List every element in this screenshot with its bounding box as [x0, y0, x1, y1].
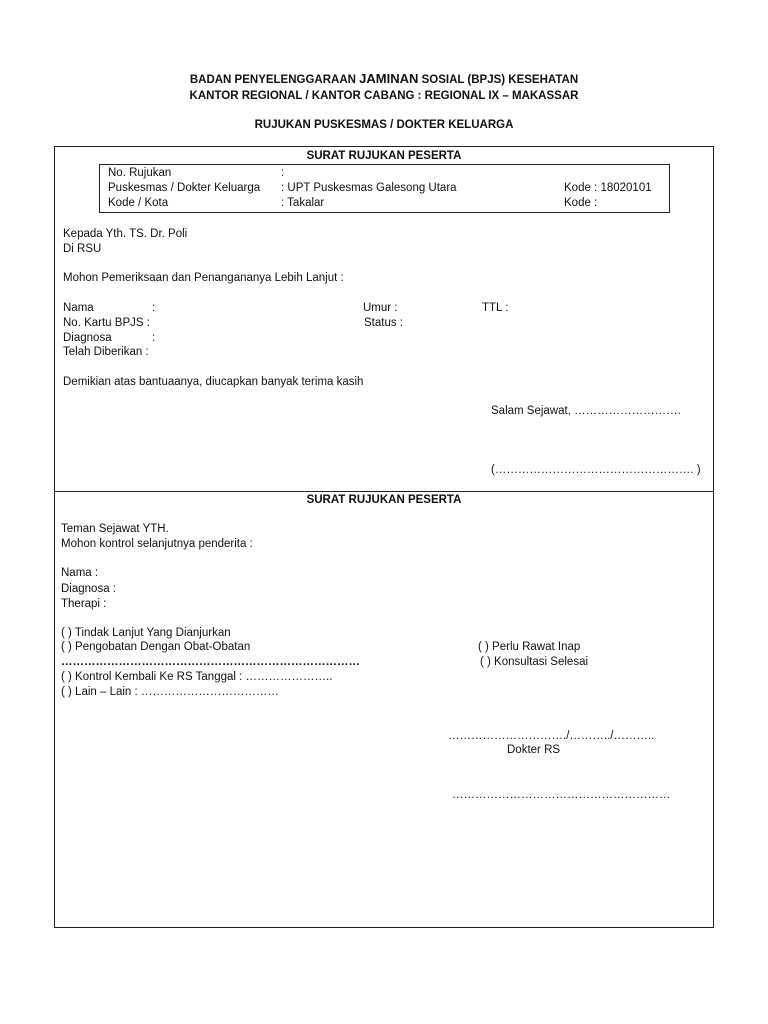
- option-kontrol-kembali: ( ) Kontrol Kembali Ke RS Tanggal : …………………..: [61, 671, 333, 683]
- option-konsultasi: ( ) Konsultasi Selesai: [480, 656, 589, 668]
- nama-2-label: Nama :: [61, 567, 99, 579]
- kota-value: : Takalar: [281, 197, 325, 209]
- section1-title: SURAT RUJUKAN PESERTA: [306, 150, 462, 162]
- salam-sejawat: Salam Sejawat, ……………………….: [491, 405, 681, 417]
- signature-line-1: (……………………………………………. ): [491, 464, 701, 476]
- kepada-text: Kepada Yth. TS. Dr. Poli: [63, 228, 188, 240]
- status-label: Status :: [364, 317, 403, 329]
- dots-line: ……………………………………………………………………: [61, 656, 360, 668]
- diagnosa-colon: :: [152, 332, 156, 344]
- puskesmas-label: Puskesmas / Dokter Keluarga: [108, 182, 261, 194]
- diagnosa-label: Diagnosa: [63, 332, 112, 344]
- option-lain-lain: ( ) Lain – Lain : ………………………………: [61, 686, 279, 698]
- kota-label: Kode / Kota: [108, 197, 169, 209]
- no-rujukan-value: :: [281, 167, 285, 179]
- kode-puskesmas: Kode : 18020101: [564, 182, 652, 194]
- option-tindak-lanjut: ( ) Tindak Lanjut Yang Dianjurkan: [61, 627, 231, 639]
- nama-colon: :: [152, 302, 156, 314]
- dokter-rs-label: Dokter RS: [507, 744, 561, 756]
- no-rujukan-label: No. Rujukan: [108, 167, 172, 179]
- date-line: …………………………./………../………..: [448, 730, 655, 742]
- kode-kota: Kode :: [564, 197, 598, 209]
- umur-label: Umur :: [363, 302, 398, 314]
- ttl-label: TTL :: [482, 302, 509, 314]
- therapi-label: Therapi :: [61, 598, 107, 610]
- teman-text: Teman Sejawat YTH.: [61, 523, 169, 535]
- header-line-3: RUJUKAN PUSKESMAS / DOKTER KELUARGA: [254, 119, 514, 131]
- header-prefix: BADAN PENYELENGGARAAN: [189, 74, 356, 86]
- section2-title: SURAT RUJUKAN PESERTA: [306, 494, 462, 506]
- header-suffix: SOSIAL (BPJS) KESEHATAN: [421, 74, 579, 86]
- signature-line-2: …………………………………………………: [452, 789, 671, 801]
- kartu-bpjs-label: No. Kartu BPJS :: [63, 317, 150, 329]
- header-line-2: KANTOR REGIONAL / KANTOR CABANG : REGIONAL IX – MAKASSAR: [189, 90, 579, 102]
- header-line-1: [0, 72, 768, 87]
- option-rawat-inap: ( ) Perlu Rawat Inap: [478, 641, 581, 653]
- diberikan-label: Telah Diberikan :: [63, 346, 149, 358]
- diagnosa-2-label: Diagnosa :: [61, 583, 116, 595]
- mohon-kontrol-text: Mohon kontrol selanjutnya penderita :: [61, 538, 253, 550]
- section-divider: [54, 491, 714, 492]
- puskesmas-value: : UPT Puskesmas Galesong Utara: [281, 182, 457, 194]
- option-pengobatan: ( ) Pengobatan Dengan Obat-Obatan: [61, 641, 251, 653]
- mohon-text: Mohon Pemeriksaan dan Penangananya Lebih Lanjut :: [63, 272, 344, 284]
- di-rsu-text: Di RSU: [63, 243, 102, 255]
- demikian-text: Demikian atas bantuaanya, diucapkan banyak terima kasih: [63, 376, 364, 388]
- header-jaminan: JAMINAN: [359, 71, 419, 86]
- nama-label: Nama: [63, 302, 94, 314]
